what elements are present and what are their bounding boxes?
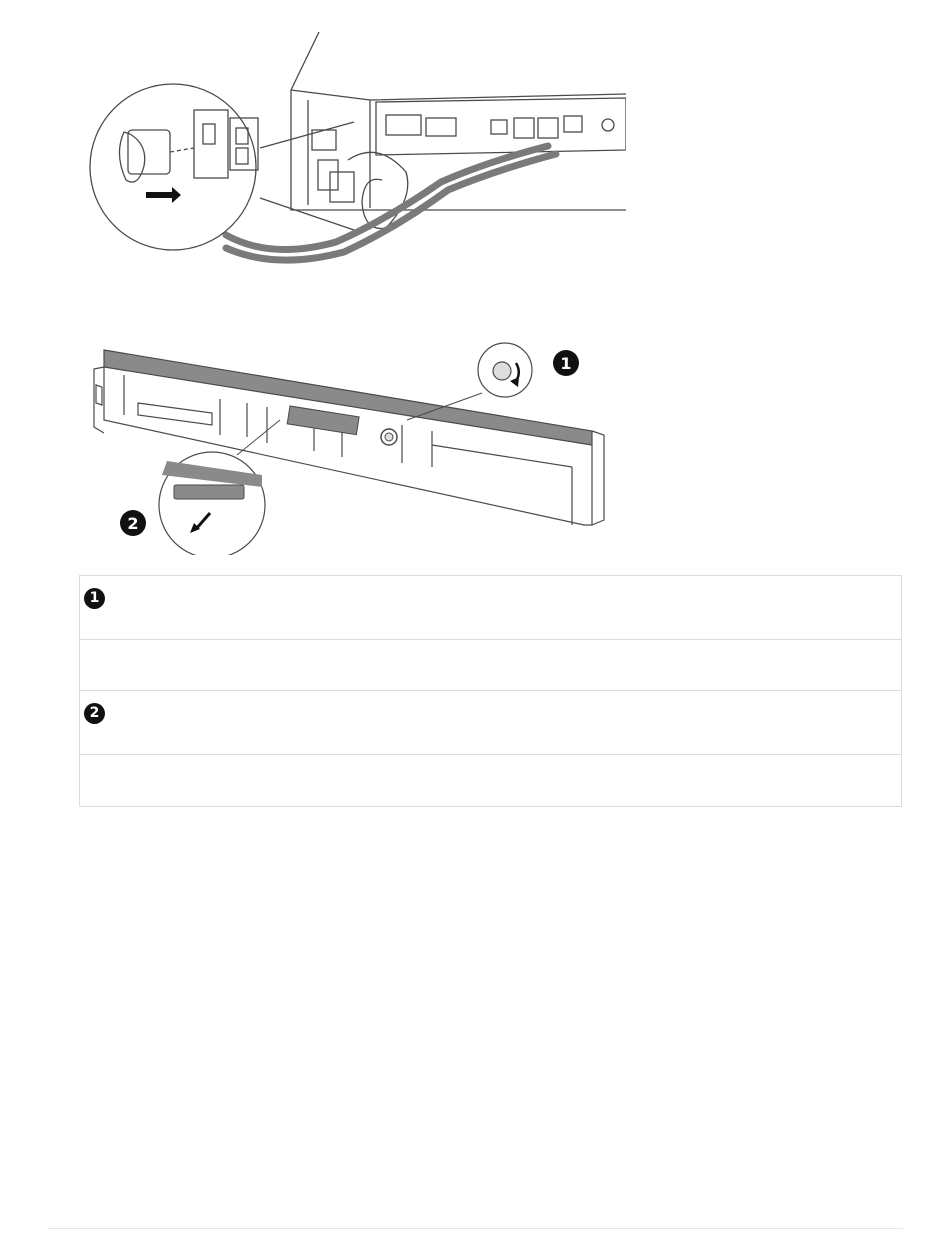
callout-row xyxy=(80,691,901,755)
callout-row xyxy=(80,640,901,691)
callout-table xyxy=(79,575,902,807)
mounting-bracket-illustration xyxy=(92,325,622,555)
footer-divider xyxy=(48,1228,903,1229)
cable-retainer-illustration xyxy=(86,30,626,275)
callout-row xyxy=(80,755,901,806)
figure-label-2: 2 xyxy=(127,514,139,533)
callout-badge-2: 2 xyxy=(84,703,105,724)
callout-row xyxy=(80,576,901,640)
callout-badge-1: 1 xyxy=(84,588,105,609)
figure-label-1: 1 xyxy=(560,354,572,373)
